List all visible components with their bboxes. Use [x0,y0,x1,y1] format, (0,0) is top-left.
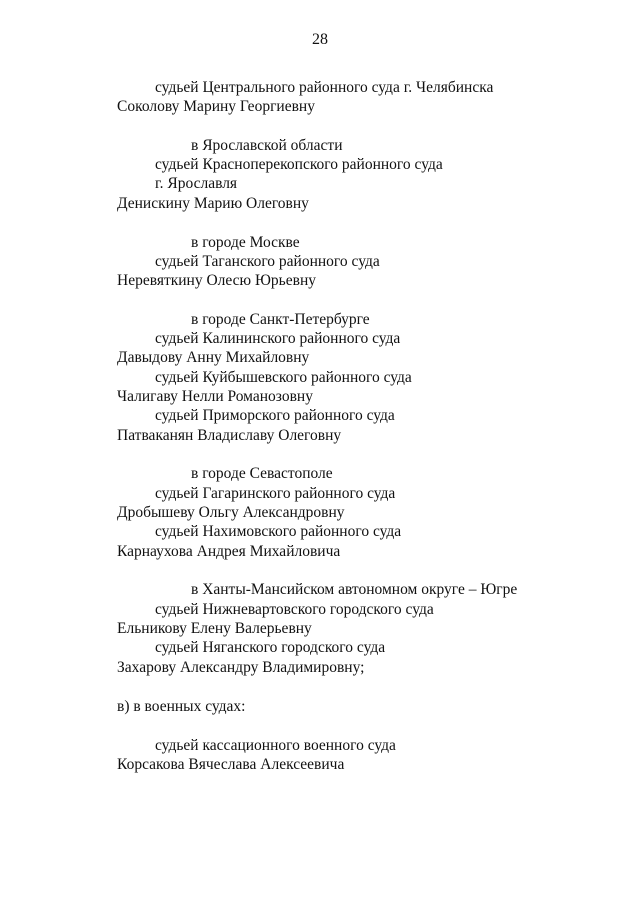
court-line: судьей Нахимовского районного суда [155,523,402,540]
judge-name: Дробышеву Ольгу Александровну [117,504,345,521]
judge-name: Патваканян Владиславу Олеговну [117,427,342,444]
court-line: судьей Центрального районного суда г. Челябинска [155,79,494,96]
court-line: судьей Нижневартовского городского суда [155,601,434,618]
judge-name: Давыдову Анну Михайловну [117,349,310,366]
section-heading: в) в военных судах: [117,698,246,715]
court-line: судьей Приморского районного суда [155,407,395,424]
court-line: судьей кассационного военного суда [155,737,396,754]
judge-name: Захарову Александру Владимировну; [117,659,365,676]
court-line: судьей Гагаринского районного суда [155,485,396,502]
court-line: судьей Калининского районного суда [155,330,401,347]
region-heading: в городе Санкт-Петербурге [191,311,370,328]
judge-name: Чалигаву Нелли Романозовну [117,388,313,405]
court-line: судьей Таганского районного суда [155,253,380,270]
region-heading: в городе Севастополе [191,465,333,482]
court-line: г. Ярославля [155,175,238,192]
judge-name: Неревяткину Олесю Юрьевну [117,272,316,289]
judge-name: Денискину Марию Олеговну [117,195,309,212]
court-line: судьей Куйбышевского районного суда [155,369,412,386]
region-heading: в Ярославской области [191,137,343,154]
region-heading: в Ханты-Мансийском автономном округе – Югре [191,581,518,598]
region-heading: в городе Москве [191,234,300,251]
court-line: судьей Няганского городского суда [155,639,386,656]
page-number: 28 [312,31,328,48]
judge-name: Карнаухова Андрея Михайловича [117,543,341,560]
judge-name: Корсакова Вячеслава Алексеевича [117,756,345,773]
court-line: судьей Красноперекопского районного суда [155,156,443,173]
judge-name: Соколову Марину Георгиевну [117,98,315,115]
judge-name: Ельникову Елену Валерьевну [117,620,312,637]
